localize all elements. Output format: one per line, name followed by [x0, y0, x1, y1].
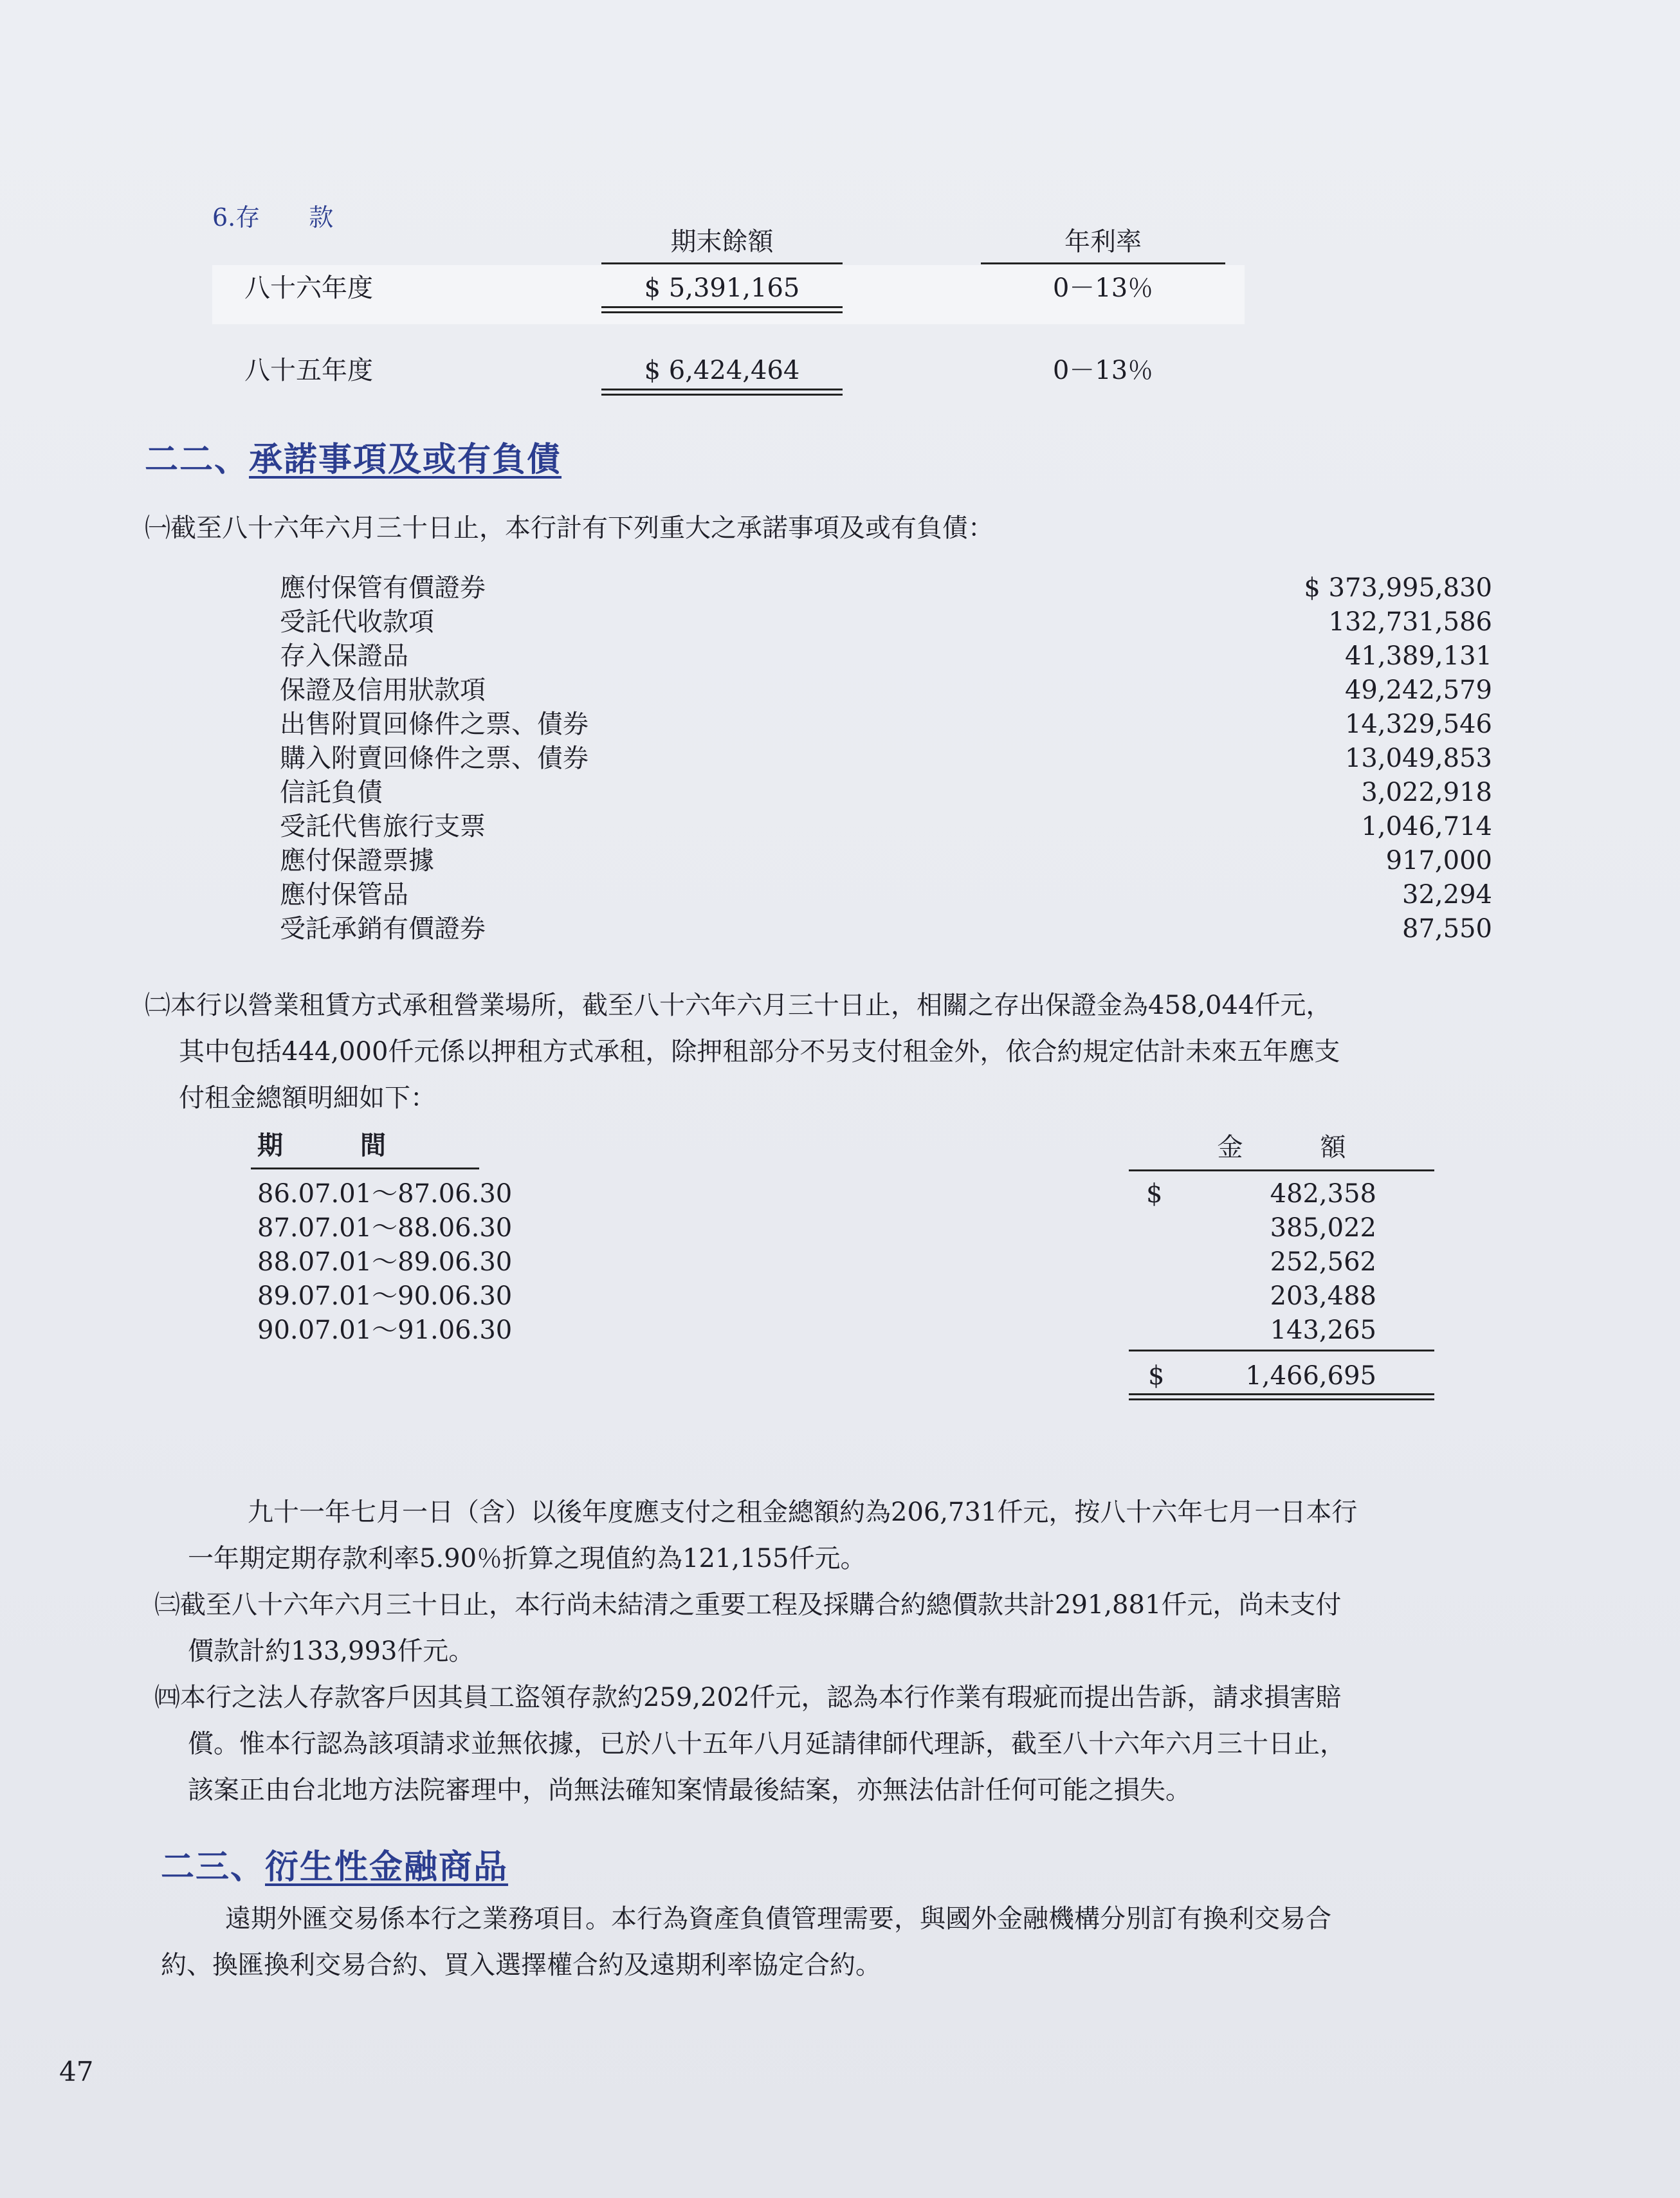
lease-currency: $: [1146, 1179, 1163, 1209]
lease-total-currency: $: [1148, 1361, 1165, 1391]
rate-header-rule: [981, 262, 1225, 264]
lease-amount: 203,488: [1270, 1281, 1376, 1311]
page-number: 47: [59, 2056, 94, 2087]
commitment-label: 信託負債: [280, 778, 383, 807]
section22-item1-intro: ㈠截至八十六年六月三十日止，本行計有下列重大之承諾事項及或有負債：: [145, 513, 994, 543]
lease-period-rule: [251, 1168, 479, 1169]
deposit-balance-85: $ 6,424,464: [644, 356, 800, 385]
commitment-label: 應付保管有價證券: [280, 573, 486, 603]
section23-title: 衍生性金融商品: [265, 1847, 509, 1887]
col-balance-header: 期末餘額: [670, 227, 774, 257]
lease-amount: 252,562: [1270, 1247, 1376, 1277]
section23-line-2: 約、換匯換利交易合約、買入選擇權合約及遠期利率協定合約。: [161, 1950, 881, 1980]
lease-period: 88.07.01～89.06.30: [257, 1247, 513, 1277]
section23-number: 二三、: [161, 1847, 266, 1887]
commitment-value: 917,000: [1385, 846, 1492, 875]
section22-heading: [145, 432, 562, 481]
section22-number: 二二、: [145, 440, 250, 479]
commitment-value: 32,294: [1402, 880, 1492, 910]
commitment-label: 存入保證品: [280, 641, 408, 671]
commitment-value: 41,389,131: [1344, 641, 1492, 671]
lease-amount: 482,358: [1270, 1179, 1376, 1209]
deposits-heading: 6.存 款: [212, 203, 334, 232]
commitment-value: 3,022,918: [1361, 778, 1492, 807]
commitment-value: $ 373,995,830: [1304, 573, 1492, 603]
commitment-label: 應付保證票據: [280, 846, 434, 875]
lease-amount: 143,265: [1270, 1315, 1376, 1345]
lease-period: 86.07.01～87.06.30: [257, 1179, 513, 1209]
balance-86-double-rule: [601, 306, 843, 313]
commitment-label: 受託代售旅行支票: [280, 812, 486, 841]
deposit-rate-85: 0－13％: [1052, 356, 1154, 385]
col-rate-header: 年利率: [1064, 227, 1142, 257]
commitment-label: 出售附買回條件之票、債券: [280, 710, 589, 739]
commitment-value: 13,049,853: [1344, 744, 1492, 773]
lease-period: 87.07.01～88.06.30: [257, 1213, 513, 1243]
item3-line-2: 價款計約133,993仟元。: [188, 1636, 475, 1666]
lease-col-amount: 金 額: [1217, 1133, 1346, 1162]
item4-line-2: 償。惟本行認為該項請求並無依據，已於八十五年八月延請律師代理訴，截至八十六年六月三十日止，: [188, 1729, 1346, 1759]
item4-line-3: 該案正由台北地方法院審理中，尚無法確知案情最後結案，亦無法估計任何可能之損失。: [188, 1775, 1191, 1805]
lease-note-line-1: 九十一年七月一日（含）以後年度應支付之租金總額約為206,731仟元，按八十六年七月一日本行: [248, 1497, 1358, 1527]
lease-period: 90.07.01～91.06.30: [257, 1315, 513, 1345]
deposit-balance-86: $ 5,391,165: [644, 273, 800, 303]
lease-period: 89.07.01～90.06.30: [257, 1281, 513, 1311]
commitment-value: 132,731,586: [1328, 607, 1492, 637]
section22-title: 承諾事項及或有負債: [249, 440, 562, 479]
item2-line-1: ㈡本行以營業租賃方式承租營業場所，截至八十六年六月三十日止，相關之存出保證金為458,044仟元，: [145, 991, 1332, 1020]
lease-col-period: 期 間: [257, 1130, 386, 1160]
section23-heading: [161, 1840, 508, 1888]
commitment-value: 49,242,579: [1344, 675, 1492, 705]
commitment-label: 應付保管品: [280, 880, 408, 910]
commitment-value: 1,046,714: [1361, 812, 1492, 841]
lease-total-double-rule: [1129, 1393, 1434, 1400]
lease-amount: 385,022: [1270, 1213, 1376, 1243]
lease-note-line-2: 一年期定期存款利率5.90％折算之現值約為121,155仟元。: [188, 1544, 866, 1573]
deposit-rate-86: 0－13％: [1052, 273, 1154, 303]
deposit-year-85: 八十五年度: [244, 356, 373, 385]
lease-subtotal-rule: [1129, 1350, 1434, 1351]
commitment-label: 保證及信用狀款項: [280, 675, 486, 705]
lease-amount-rule: [1129, 1169, 1434, 1171]
item3-line-1: ㈢截至八十六年六月三十日止，本行尚未結清之重要工程及採購合約總價款共計291,881仟元，尚未支付: [154, 1590, 1342, 1620]
item2-line-2: 其中包括444,000仟元係以押租方式承租，除押租部分不另支付租金外，依合約規定估計未來五年應支: [179, 1037, 1340, 1067]
commitment-label: 受託承銷有價證券: [280, 914, 486, 944]
item2-line-3: 付租金總額明細如下：: [179, 1083, 436, 1113]
item4-line-1: ㈣本行之法人存款客戶因其員工盜領存款約259,202仟元，認為本行作業有瑕疵而提出告訴，請求損害賠: [154, 1683, 1342, 1712]
section23-line-1: 遠期外匯交易係本行之業務項目。本行為資產負債管理需要，與國外金融機構分別訂有換利交易合: [225, 1904, 1331, 1934]
commitment-label: 購入附賣回條件之票、債券: [280, 744, 589, 773]
lease-total: 1,466,695: [1245, 1361, 1376, 1391]
balance-85-double-rule: [601, 389, 843, 396]
commitment-label: 受託代收款項: [280, 607, 434, 637]
commitment-value: 14,329,546: [1344, 710, 1492, 739]
balance-header-rule: [601, 262, 843, 264]
deposit-year-86: 八十六年度: [244, 273, 373, 303]
commitment-value: 87,550: [1402, 914, 1492, 944]
